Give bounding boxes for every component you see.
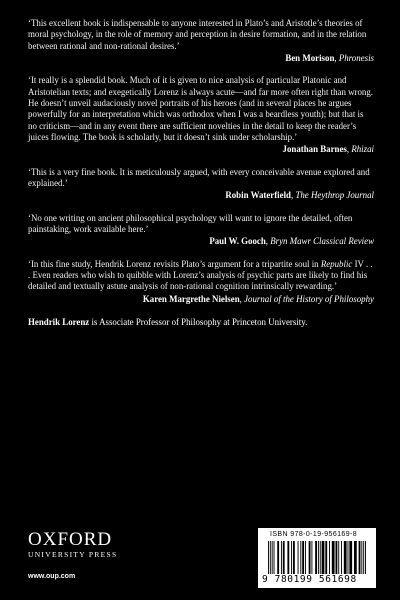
- barcode-bar: [300, 541, 301, 574]
- barcode-bar: [349, 541, 352, 574]
- quote-text-part: ‘In this fine study, Hendrik Lorenz revisits Plato’s argument for a tripartite soul in: [28, 258, 321, 269]
- barcode-bar: [318, 541, 319, 574]
- barcode-bar: [268, 541, 269, 574]
- barcode-bar: [335, 541, 337, 574]
- barcode-bar: [311, 541, 312, 574]
- review-source: Journal of the History of Philosophy: [244, 293, 374, 304]
- barcode-bar: [338, 541, 339, 574]
- quote-attribution: Robin Waterfield, The Heythrop Journal: [225, 190, 374, 201]
- barcode-bar: [363, 541, 364, 574]
- barcode-bar: [359, 541, 361, 574]
- barcode-bar: [270, 541, 271, 574]
- review-quote: [28, 167, 374, 202]
- quote-text: [28, 259, 374, 293]
- barcode-bar: [291, 541, 292, 574]
- barcode-bar: [277, 541, 279, 574]
- barcode-bar: [361, 541, 362, 574]
- barcode-bar: [302, 541, 304, 574]
- barcode-bar: [329, 541, 330, 574]
- barcode-bar: [305, 541, 306, 574]
- review-source: Bryn Mawr Classical Review: [270, 236, 374, 247]
- reviewer-name: Paul W. Gooch: [209, 236, 266, 247]
- barcode-bar: [309, 541, 311, 574]
- barcode-bar: [354, 541, 357, 574]
- isbn-barcode: [258, 528, 376, 588]
- quote-text: ‘It really is a splendid book. Much of it is given to nice analysis of particular Platonic and Aristotelian texts; and exegetically Lorenz is always acute—and far more often right than wrong. He doesn’t unveil audaciously novel portraits of his heroes (and in several places he argues powerfully for an interpretation which was orthodox when I was a beardless youth); but that is no criticism—and in any event there are sufficient novelties in the detail to keep the reader’s juices flowing. The book is scholarly, but it doesn’t sink under scholarship.’: [28, 75, 374, 142]
- barcode-bar: [293, 541, 295, 574]
- barcode-bar: [322, 541, 325, 574]
- review-quote: [28, 18, 374, 64]
- barcode-bar: [272, 541, 273, 574]
- review-source: The Heythrop Journal: [295, 190, 374, 201]
- isbn-text: ISBN 978-0-19-956169-8: [270, 531, 358, 538]
- barcode-bar: [320, 541, 321, 574]
- barcode-bar: [315, 541, 317, 574]
- author-bio-text: is Associate Professor of Philosophy at Princeton University.: [89, 317, 308, 328]
- review-quote: [28, 75, 374, 155]
- barcode-bar: [274, 541, 275, 574]
- quote-text-part: IV . . . Even readers who wish to quibble with Lorenz’s analysis of psychic parts are likely to find his detailed and textually astute analysis of non-rational cognition intrinsically rewarding.’: [28, 258, 373, 292]
- quote-text: ‘This is a very fine book. It is meticulously argued, with every conceivable avenue explored and explained.’: [28, 166, 370, 188]
- publisher-logo-sub: UNIVERSITY PRESS: [28, 550, 118, 559]
- review-source: Rhizai: [351, 144, 374, 155]
- publisher-logo: [28, 530, 138, 559]
- publisher-logo-main: OXFORD: [28, 529, 113, 550]
- publisher-website: www.oup.com: [28, 573, 76, 580]
- barcode-bar: [348, 541, 349, 574]
- barcode-bar: [344, 541, 347, 574]
- reviewer-name: Jonathan Barnes: [282, 144, 347, 155]
- barcode-bar: [365, 541, 366, 574]
- reviewer-name: Karen Margrethe Nielsen: [142, 293, 240, 304]
- author-bio: [28, 317, 374, 328]
- barcode-bar: [298, 541, 299, 574]
- reviewer-name: Robin Waterfield: [225, 190, 291, 201]
- quote-text: ‘This excellent book is indispensable to anyone interested in Plato’s and Aristotle’s theories of moral psychology, in the role of memory and perception in desire formation, and in the relation between rational and non-rational desires.’: [28, 18, 367, 51]
- book-title-italic: Republic: [320, 258, 353, 269]
- barcode-bar: [341, 541, 342, 574]
- quote-attribution: Ben Morison, Phronesis: [285, 52, 374, 63]
- barcode-bar: [287, 541, 289, 574]
- review-quote: [28, 213, 374, 248]
- quote-text: ‘No one writing on ancient philosophical psychology will want to ignore the detailed, often painstaking, work available here.’: [28, 212, 353, 235]
- quote-attribution: Karen Margrethe Nielsen, Journal of the History of Philosophy: [142, 293, 374, 304]
- reviewer-name: Ben Morison: [285, 52, 335, 63]
- quote-attribution: Jonathan Barnes, Rhizai: [282, 144, 374, 155]
- review-quote: [28, 259, 374, 305]
- review-source: Phronesis: [338, 52, 374, 63]
- barcode-bar: [325, 541, 327, 574]
- author-name: Hendrik Lorenz: [28, 317, 90, 328]
- quote-attribution: Paul W. Gooch, Bryn Mawr Classical Review: [209, 236, 374, 247]
- barcode-bars: [268, 541, 366, 574]
- barcode-bar: [283, 541, 285, 574]
- barcode-bar: [332, 541, 335, 574]
- barcode-digits: 9 780199 561698: [262, 574, 357, 585]
- review-quotes: [28, 18, 374, 329]
- barcode-bar: [281, 541, 282, 574]
